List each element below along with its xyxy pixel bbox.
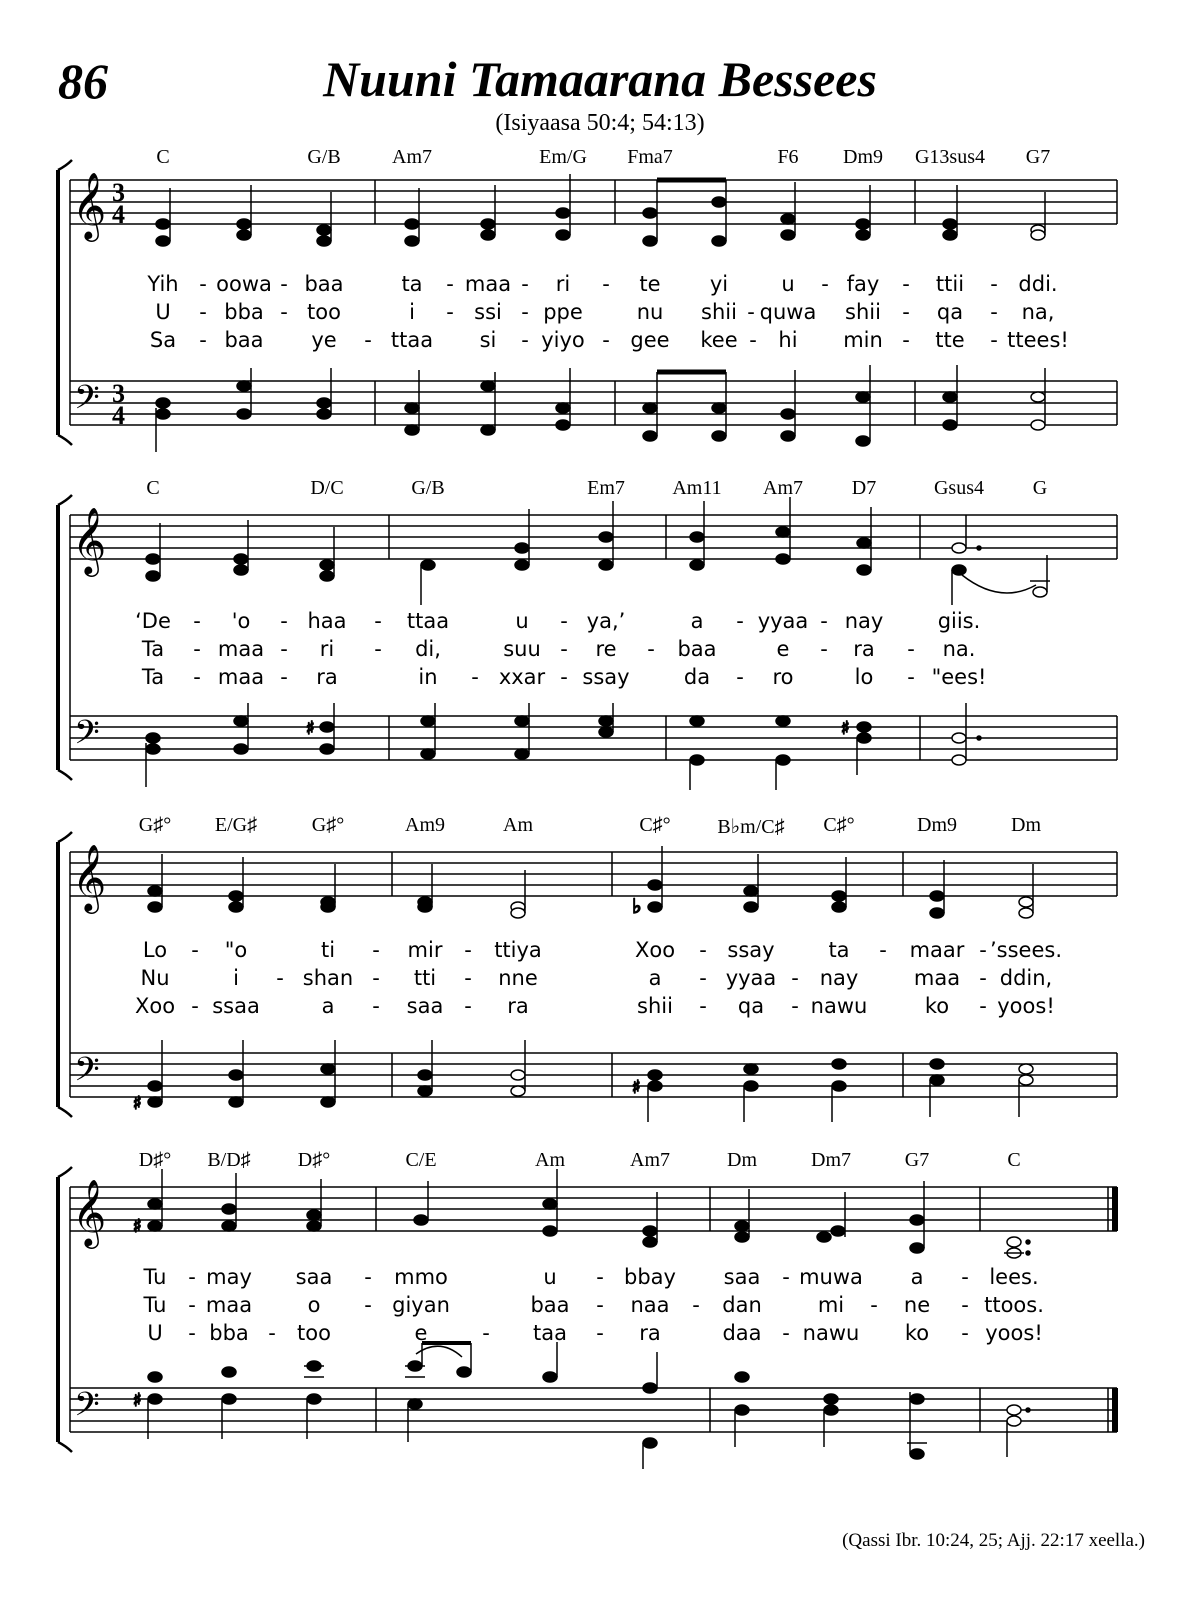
lyric-syllable: Xoo xyxy=(134,994,176,1018)
lyric-syllable: suu xyxy=(503,637,541,661)
chord-symbol: G13sus4 xyxy=(914,146,986,168)
lyric-syllable: saa xyxy=(406,994,444,1018)
lyric-syllable: qa xyxy=(737,994,765,1018)
lyric-syllable: ya,’ xyxy=(586,609,626,633)
lyric-syllable: ssi xyxy=(474,300,502,324)
lyric-syllable: ne xyxy=(903,1293,931,1317)
bass-clef-icon: 𝄢 xyxy=(74,379,100,425)
svg-text:♯: ♯ xyxy=(841,718,850,739)
lyric-syllable: mmo xyxy=(394,1265,448,1289)
lyric-syllable: re xyxy=(595,637,617,661)
lyric-syllable: tti xyxy=(413,966,437,990)
lyric-syllable: ye xyxy=(311,328,337,352)
lyric-syllable: baa xyxy=(304,272,344,296)
lyric-syllable: ddi. xyxy=(1018,272,1058,296)
lyric-syllable: yoos! xyxy=(985,1321,1043,1345)
svg-text:3: 3 xyxy=(112,178,125,207)
chord-symbol: Fma7 xyxy=(627,146,673,168)
lyric-syllable: o xyxy=(307,1293,321,1317)
chord-symbol: G7 xyxy=(1025,146,1051,168)
chord-symbol: B/D♯ xyxy=(207,1149,251,1171)
lyric-verse-3: Ta - maa - ra in - xxar - ssay da - ro lo - "ees! xyxy=(141,665,987,689)
lyric-syllable: in xyxy=(418,665,438,689)
lyric-verse-3: Xoo - ssaa a - saa - ra shii - qa - nawu ko - yoos! xyxy=(134,994,1055,1018)
lyric-syllable: ri xyxy=(319,637,335,661)
lyric-syllable: Tu xyxy=(143,1265,167,1289)
lyric-syllable: Nu xyxy=(140,966,170,990)
lyric-syllable: na. xyxy=(942,637,976,661)
svg-text:♯: ♯ xyxy=(133,1216,142,1237)
chord-symbol: Dm xyxy=(727,1149,757,1171)
lyric-syllable: Sa xyxy=(149,328,177,352)
lyric-syllable: nne xyxy=(498,966,538,990)
treble-notes xyxy=(146,497,1050,605)
chord-symbol: Am xyxy=(535,1149,565,1171)
lyric-syllable: a xyxy=(690,609,704,633)
svg-text:3: 3 xyxy=(112,379,125,408)
chord-symbol: Am11 xyxy=(672,477,722,499)
lyric-syllable: tte xyxy=(935,328,965,352)
lyric-syllable: i xyxy=(233,966,239,990)
lyric-syllable: ssay xyxy=(727,938,775,962)
lyric-verse-2: Tu - maa o - giyan baa - naa - dan mi - ne - ttoos. xyxy=(143,1293,1044,1317)
lyric-syllable: qa xyxy=(936,300,964,324)
lyric-syllable: xxar xyxy=(498,665,546,689)
lyric-verse-2: Nu i - shan - tti - nne a - yyaa - nay maa - ddin, xyxy=(140,966,1053,990)
lyric-syllable: ddin, xyxy=(999,966,1053,990)
chord-symbol: Dm9 xyxy=(917,814,957,836)
chord-symbol: C♯° xyxy=(823,814,855,836)
chord-symbol: Dm xyxy=(1011,814,1041,836)
lyric-syllable: ttiya xyxy=(494,938,542,962)
lyric-syllable: too xyxy=(297,1321,331,1345)
lyric-syllable: maar xyxy=(909,938,965,962)
treble-clef-icon: 𝄞 xyxy=(72,1178,107,1246)
lyric-syllable: ra xyxy=(507,994,529,1018)
svg-text:♯: ♯ xyxy=(133,1390,142,1411)
lyric-syllable: ri xyxy=(555,272,571,296)
lyric-syllable: maa xyxy=(913,966,961,990)
bass-clef-icon: 𝄢 xyxy=(74,1386,100,1432)
lyric-syllable: na, xyxy=(1021,300,1055,324)
lyric-syllable: Tu xyxy=(143,1293,167,1317)
lyric-syllable: lo xyxy=(854,665,874,689)
lyric-syllable: ta xyxy=(401,272,423,296)
lyric-syllable: ro xyxy=(772,665,794,689)
bass-notes xyxy=(133,1342,1030,1469)
lyric-syllable: ‘De xyxy=(135,609,171,633)
lyric-syllable: hi xyxy=(778,328,798,352)
lyric-verse-2: U - bba - too i - ssi - ppe nu shii - quwa shii - qa - na, xyxy=(155,300,1055,324)
lyric-verse-3: Sa - baa ye - ttaa si - yiyo - gee kee - hi min - tte - ttees! xyxy=(149,328,1069,352)
lyric-verse-3: U - bba - too e - taa - ra daa - nawu ko - yoos! xyxy=(147,1321,1043,1345)
chord-symbol: E/G♯ xyxy=(214,814,258,836)
lyric-syllable: kee xyxy=(700,328,738,352)
chord-symbol: C xyxy=(1007,1149,1021,1171)
lyric-syllable: too xyxy=(307,300,341,324)
lyric-syllable: bba xyxy=(209,1321,249,1345)
lyric-syllable: giyan xyxy=(392,1293,450,1317)
lyric-syllable: ra xyxy=(316,665,338,689)
lyric-syllable: ttaa xyxy=(390,328,434,352)
lyric-syllable: U xyxy=(155,300,171,324)
chord-symbol: G/B xyxy=(307,146,341,168)
lyric-syllable: e xyxy=(414,1321,428,1345)
svg-text:♯: ♯ xyxy=(306,718,315,739)
lyric-syllable: e xyxy=(776,637,790,661)
chord-symbol: Dm9 xyxy=(843,146,883,168)
music-system-2 xyxy=(0,475,1200,805)
lyric-syllable: maa xyxy=(217,665,265,689)
lyric-syllable: ssaa xyxy=(212,994,260,1018)
scripture-reference: (Isiyaasa 50:4; 54:13) xyxy=(495,110,705,136)
lyric-syllable: a xyxy=(648,966,662,990)
final-barline xyxy=(1112,1187,1118,1231)
lyric-verse-2: Ta - maa - ri - di, suu - re - baa e - ra - na. xyxy=(141,637,976,661)
lyric-syllable: ssay xyxy=(582,665,630,689)
treble-notes xyxy=(133,1169,1030,1258)
chord-symbol: Gsus4 xyxy=(933,477,985,499)
lyric-syllable: muwa xyxy=(799,1265,863,1289)
lyric-syllable: ta xyxy=(828,938,850,962)
lyric-syllable: da xyxy=(683,665,711,689)
lyric-syllable: ko xyxy=(924,994,950,1018)
lyric-syllable: baa xyxy=(530,1293,570,1317)
lyric-syllable: "ees! xyxy=(931,665,987,689)
lyric-syllable: shii xyxy=(637,994,673,1018)
lyric-syllable: lees. xyxy=(989,1265,1039,1289)
lyric-syllable: Ta xyxy=(141,665,165,689)
lyric-verse-1: Lo - "o ti - mir - ttiya Xoo - ssay ta - maar - ’ssees. xyxy=(142,938,1063,962)
lyric-syllable: i xyxy=(409,300,415,324)
lyric-syllable: te xyxy=(639,272,661,296)
lyric-syllable: nay xyxy=(819,966,859,990)
lyric-syllable: a xyxy=(910,1265,924,1289)
lyric-syllable: Ta xyxy=(141,637,165,661)
lyric-syllable: nu xyxy=(636,300,664,324)
lyric-syllable: naa xyxy=(630,1293,670,1317)
lyric-syllable: yi xyxy=(709,272,729,296)
chord-symbol: Am xyxy=(503,814,533,836)
chord-symbol: G♯° xyxy=(311,814,345,836)
lyric-syllable: bba xyxy=(224,300,264,324)
chord-symbol: G xyxy=(1032,477,1048,499)
chord-symbol: D7 xyxy=(851,477,877,499)
svg-text:♯: ♯ xyxy=(632,1077,641,1098)
chord-symbol: C xyxy=(156,146,170,168)
lyric-syllable: maa xyxy=(464,272,512,296)
chord-symbol: Am7 xyxy=(392,146,432,168)
chord-symbol: D♯° xyxy=(297,1149,331,1171)
lyric-syllable: ppe xyxy=(543,300,583,324)
lyric-syllable: ttoos. xyxy=(984,1293,1044,1317)
treble-notes xyxy=(156,174,1045,246)
chord-symbol: Dm7 xyxy=(811,1149,851,1171)
lyric-syllable: saa xyxy=(295,1265,333,1289)
bass-clef-icon: 𝄢 xyxy=(74,714,100,760)
lyric-syllable: gee xyxy=(630,328,670,352)
lyric-syllable: saa xyxy=(723,1265,761,1289)
lyric-syllable: oowa xyxy=(216,272,272,296)
lyric-syllable: shan xyxy=(302,966,354,990)
treble-clef-icon: 𝄞 xyxy=(72,506,107,574)
lyric-syllable: quwa xyxy=(759,300,817,324)
lyric-verse-1: Yih - oowa - baa ta - maa - ri - te yi u - fay - ttii - ddi. xyxy=(147,272,1058,296)
lyric-syllable: Lo xyxy=(142,938,168,962)
lyric-verse-1: Tu - may saa - mmo u - bbay saa - muwa a - lees. xyxy=(143,1265,1039,1289)
treble-notes xyxy=(148,846,1033,918)
lyric-syllable: nawu xyxy=(810,994,868,1018)
lyric-syllable: si xyxy=(479,328,497,352)
lyric-syllable: maa xyxy=(217,637,265,661)
lyric-syllable: ti xyxy=(320,938,336,962)
lyric-syllable: haa xyxy=(307,609,347,633)
lyric-syllable: u xyxy=(543,1265,557,1289)
lyric-syllable: di, xyxy=(415,637,441,661)
bass-notes xyxy=(156,365,1045,452)
lyric-syllable: yyaa xyxy=(725,966,777,990)
lyric-syllable: bbay xyxy=(624,1265,676,1289)
chord-symbol: B♭m/C♯ xyxy=(717,816,785,838)
lyric-syllable: "o xyxy=(224,938,248,962)
lyric-syllable: min xyxy=(843,328,883,352)
chord-symbol: Em7 xyxy=(587,477,625,499)
lyric-syllable: nawu xyxy=(802,1321,860,1345)
chord-symbol: F6 xyxy=(777,146,799,168)
treble-clef-icon: 𝄞 xyxy=(72,843,107,911)
lyric-verse-1: ‘De - 'o - haa - ttaa u - ya,’ a - yyaa - nay giis. xyxy=(135,609,981,633)
lyric-syllable: maa xyxy=(205,1293,253,1317)
lyric-syllable: dan xyxy=(722,1293,762,1317)
music-system-4 xyxy=(0,1147,1200,1477)
lyric-syllable: may xyxy=(206,1265,252,1289)
lyric-syllable: 'o xyxy=(231,609,251,633)
bass-clef-icon: 𝄢 xyxy=(74,1051,100,1097)
svg-text:♭: ♭ xyxy=(632,894,642,918)
chord-symbol: Am7 xyxy=(630,1149,670,1171)
lyric-syllable: yoos! xyxy=(997,994,1055,1018)
chord-symbol: D♯° xyxy=(138,1149,172,1171)
lyric-syllable: ko xyxy=(904,1321,930,1345)
chord-symbol: Am7 xyxy=(763,477,803,499)
svg-text:♯: ♯ xyxy=(133,1093,142,1114)
music-system-3 xyxy=(0,812,1200,1142)
lyric-syllable: Yih xyxy=(147,272,179,296)
lyric-syllable: ttees! xyxy=(1007,328,1069,352)
lyric-syllable: u xyxy=(781,272,795,296)
lyric-syllable: baa xyxy=(224,328,264,352)
hymn-title: Nuuni Tamaarana Bessees xyxy=(323,51,877,107)
chord-symbol: Em/G xyxy=(539,146,587,168)
lyric-syllable: ttii xyxy=(935,272,965,296)
chord-symbol: Am9 xyxy=(405,814,445,836)
treble-clef-icon: 𝄞 xyxy=(72,171,107,239)
page-number: 86 xyxy=(58,53,108,109)
music-system-1 xyxy=(0,140,1200,470)
lyric-syllable: a xyxy=(321,994,335,1018)
lyric-syllable: mi xyxy=(817,1293,845,1317)
footer-reference: (Qassi Ibr. 10:24, 25; Ajj. 22:17 xeella.) xyxy=(842,1530,1145,1551)
lyric-syllable: baa xyxy=(677,637,717,661)
chord-symbol: C/E xyxy=(405,1149,437,1171)
chord-symbol: G/B xyxy=(411,477,445,499)
svg-text:4: 4 xyxy=(112,401,125,430)
lyric-syllable: yyaa xyxy=(757,609,809,633)
lyric-syllable: giis. xyxy=(937,609,981,633)
lyric-syllable: nay xyxy=(844,609,884,633)
lyric-syllable: ’ssees. xyxy=(989,938,1063,962)
lyric-syllable: u xyxy=(515,609,529,633)
chord-symbol: D/C xyxy=(310,477,344,499)
lyric-syllable: taa xyxy=(533,1321,567,1345)
chord-symbol: G7 xyxy=(904,1149,930,1171)
lyric-syllable: yiyo xyxy=(541,328,585,352)
lyric-syllable: daa xyxy=(722,1321,762,1345)
lyric-syllable: ttaa xyxy=(406,609,450,633)
lyric-syllable: fay xyxy=(846,272,880,296)
chord-symbol: C♯° xyxy=(639,814,671,836)
svg-text:4: 4 xyxy=(112,200,125,229)
chord-symbol: C xyxy=(146,477,160,499)
lyric-syllable: Xoo xyxy=(634,938,676,962)
lyric-syllable: U xyxy=(147,1321,163,1345)
lyric-syllable: ra xyxy=(639,1321,661,1345)
chord-symbol: G♯° xyxy=(138,814,172,836)
lyric-syllable: ra xyxy=(853,637,875,661)
lyric-syllable: shii xyxy=(701,300,737,324)
lyric-syllable: mir xyxy=(407,938,443,962)
lyric-syllable: shii xyxy=(845,300,881,324)
